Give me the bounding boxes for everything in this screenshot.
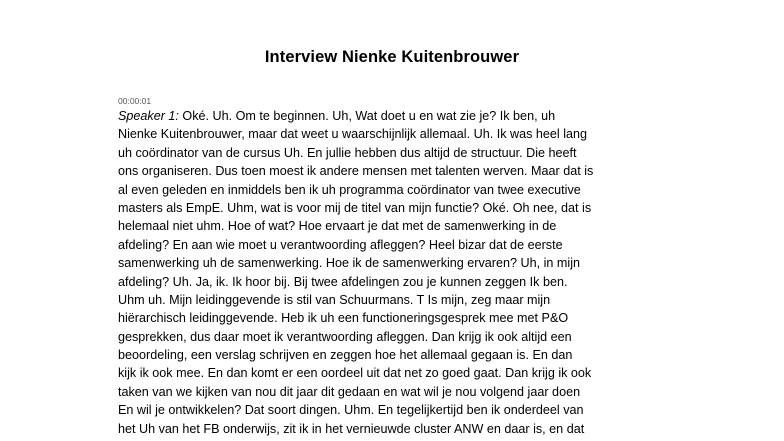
- timestamp: 00:00:01: [118, 96, 152, 106]
- transcript-line: al even geleden en inmiddels ben ik uh programma coördinator van twee executive: [118, 182, 581, 197]
- transcript-line: uh coördinator van de cursus Uh. En jullie hebben dus altijd de structuur. Die heeft: [118, 145, 577, 160]
- transcript-line: En wil je ontwikkelen? Dat soort dingen. Uhm. En tegelijkertijd ben ik onderdeel van: [118, 403, 584, 418]
- transcript-line: gesprekken, dus daar moet ik verantwoording afleggen. Dan krijg ik ook altijd een: [118, 329, 572, 344]
- transcript-line: helemaal niet uhm. Hoe of wat? Hoe ervaart je dat met de samenwerking in de: [118, 219, 557, 234]
- transcript-line: masters als EmpE. Uhm, wat is voor mij de titel van mijn functie? Oké. Oh nee, dat is: [118, 200, 592, 215]
- transcript-line: kijk ik ook mee. En dan komt er een oordeel uit dat net zo goed gaat. Dan krijg ik ook: [118, 366, 592, 381]
- transcript-line: taken van we kijken van nou dit jaar dit gedaan en wat wil je nou volgend jaar doen: [118, 384, 581, 399]
- transcript-line: afdeling? Uh. Ja, ik. Ik hoor bij. Bij twee afdelingen zou je kunnen zeggen Ik ben.: [118, 274, 568, 289]
- document-title: Interview Nienke Kuitenbrouwer: [264, 48, 520, 66]
- transcript-line-text: Oké. Uh. Om te beginnen. Uh, Wat doet u en wat zie je? Ik ben, uh: [178, 109, 556, 123]
- transcript-body: [118, 107, 678, 438]
- transcript-line: ons organiseren. Dus toen moest ik andere mensen met talenten werven. Maar dat is: [118, 164, 594, 179]
- transcript-line: [118, 107, 678, 125]
- transcript-line: afdeling? En aan wie moet u verantwoording afleggen? Heel bizar dat de eerste: [118, 237, 563, 252]
- transcript-line: beoordeling, een verslag schrijven en zeggen hoe het allemaal gegaan is. En dan: [118, 348, 573, 363]
- transcript-line: samenwerking uh de samenwerking. Hoe ik de samenwerking ervaren? Uh, in mijn: [118, 256, 580, 271]
- transcript-line: Nienke Kuitenbrouwer, maar dat weet u waarschijnlijk allemaal. Uh. Ik was heel lang: [118, 127, 587, 142]
- transcript-line: hiërarchisch leidinggevende. Heb ik uh een functioneringsgesprek mee met P&O: [118, 311, 569, 326]
- transcript-line: het Uh van het FB onderwijs, zit ik in het vernieuwde cluster ANW en daar is, en dat: [118, 421, 585, 436]
- speaker-label: Speaker 1:: [118, 109, 179, 123]
- transcript-line: Uhm uh. Mijn leidinggevende is stil van Schuurmans. T Is mijn, zeg maar mijn: [118, 292, 551, 307]
